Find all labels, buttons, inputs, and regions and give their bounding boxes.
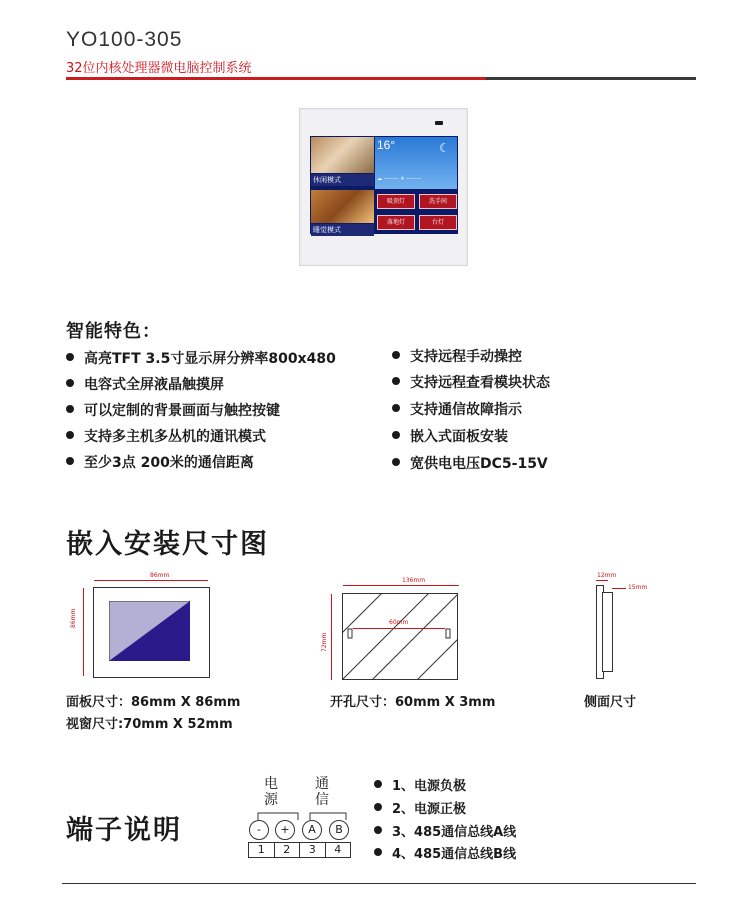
light-button-floor: 落地灯	[377, 215, 415, 230]
terminal-desc-text: 3、485通信总线A线	[392, 825, 517, 840]
feature-item	[392, 426, 508, 446]
product-subtitle: 32位内核处理器微电脑控制系统	[66, 61, 252, 76]
feature-text: 支持远程查看模块状态	[410, 375, 550, 391]
header-rule-dark	[486, 77, 696, 80]
caption-hole: 开孔尺寸：60mm X 3mm	[330, 695, 496, 710]
cutout-width-label: 136mm	[402, 577, 426, 584]
bullet-icon	[66, 379, 74, 387]
caption-window: 视窗尺寸:70mm X 52mm	[66, 717, 233, 732]
comm-label-char: 信	[315, 792, 329, 808]
panel-height-label: 86mm	[70, 608, 77, 628]
feature-text: 嵌入式面板安装	[410, 429, 508, 445]
feature-item	[66, 452, 254, 472]
bullet-icon	[374, 848, 382, 856]
feature-text: 至少3点 200米的通信距离	[84, 455, 254, 471]
weather-row-icon: ☁ ——— ☀ ———	[377, 176, 422, 182]
feature-item	[392, 399, 522, 419]
light-button-ceiling: 吸顶灯	[377, 194, 415, 209]
cutout-height-label: 72mm	[321, 632, 328, 652]
mode-leisure-label: 休闲模式	[311, 174, 374, 186]
bullet-icon	[392, 404, 400, 412]
power-label-char: 源	[264, 792, 278, 808]
terminal-number: 1	[249, 843, 275, 857]
feature-item	[392, 346, 522, 366]
feature-item	[66, 348, 336, 368]
terminal-symbol-b: B	[329, 820, 349, 840]
install-title: 嵌入安装尺寸图	[66, 529, 269, 560]
panel-height-arrow	[83, 588, 84, 676]
temperature-readout: 16°	[377, 138, 396, 152]
panel-window	[109, 601, 190, 661]
bullet-icon	[66, 353, 74, 361]
leisure-photo	[311, 137, 374, 173]
terminal-number: 3	[300, 843, 326, 857]
bullet-icon	[374, 780, 382, 788]
feature-text: 可以定制的背景画面与触控按键	[84, 403, 280, 419]
cutout-height-arrow	[331, 594, 332, 680]
feature-item	[66, 426, 266, 446]
feature-text: 支持通信故障指示	[410, 402, 522, 418]
power-group-label	[262, 776, 280, 808]
feature-text: 宽供电电压DC5-15V	[410, 456, 548, 472]
feature-item	[392, 453, 548, 473]
bullet-icon	[374, 826, 382, 834]
cutout-inner-label: 60mm	[389, 619, 409, 626]
terminal-symbol-neg: -	[249, 820, 269, 840]
terminal-desc-text: 4、485通信总线B线	[392, 847, 517, 862]
model-number: YO100-305	[66, 28, 183, 51]
side-right-arrow	[612, 588, 626, 589]
feature-text: 高亮TFT 3.5寸显示屏分辨率800x480	[84, 351, 336, 367]
terminal-symbol-pos: +	[275, 820, 295, 840]
side-body	[602, 592, 613, 672]
side-top-label: 12mm	[597, 572, 617, 579]
power-label-char: 电	[264, 776, 278, 792]
light-button-washroom: 洗手间	[419, 194, 457, 209]
features-title: 智能特色：	[66, 321, 161, 342]
feature-item	[392, 372, 550, 392]
comm-label-char: 通	[315, 776, 329, 792]
side-top-arrow	[596, 580, 608, 581]
cutout-outline	[342, 593, 458, 680]
side-right-label: 15mm	[628, 584, 648, 591]
caption-side: 侧面尺寸	[584, 695, 637, 710]
terminal-desc-text: 2、电源正极	[392, 802, 467, 817]
bullet-icon	[66, 457, 74, 465]
footer-rule	[62, 883, 696, 884]
bullet-icon	[392, 458, 400, 466]
bullet-icon	[392, 431, 400, 439]
terminal-symbol-a: A	[302, 820, 322, 840]
mode-sleep-label: 睡觉模式	[311, 224, 374, 236]
panel-width-label: 86mm	[150, 572, 170, 579]
panel-width-arrow	[94, 580, 208, 581]
bullet-icon	[392, 351, 400, 359]
bullet-icon	[66, 405, 74, 413]
comm-group-label	[313, 776, 331, 808]
terminal-number: 2	[275, 843, 301, 857]
terminal-desc	[374, 821, 516, 840]
light-button-desk: 台灯	[419, 215, 457, 230]
feature-text: 支持多主机多丛机的通讯模式	[84, 429, 266, 445]
feature-item	[66, 400, 280, 420]
terminal-desc	[374, 843, 516, 862]
caption-panel: 面板尺寸：86mm X 86mm	[66, 695, 241, 710]
terminal-desc	[374, 798, 466, 817]
cutout-inner-arrow	[353, 628, 445, 629]
feature-text: 电容式全屏液晶触摸屏	[84, 377, 224, 393]
terminals-title: 端子说明	[66, 815, 182, 846]
terminal-desc-text: 1、电源负极	[392, 779, 467, 794]
moon-icon: ☾	[439, 141, 450, 155]
device-sensor	[435, 121, 443, 125]
sleep-photo	[311, 190, 374, 223]
terminal-number: 4	[334, 843, 342, 856]
cutout-width-arrow	[343, 585, 459, 586]
bullet-icon	[392, 377, 400, 385]
terminal-desc	[374, 775, 466, 794]
terminal-number-strip	[248, 842, 351, 858]
bullet-icon	[66, 431, 74, 439]
bullet-icon	[374, 803, 382, 811]
feature-text: 支持远程手动操控	[410, 349, 522, 365]
feature-item	[66, 374, 224, 394]
